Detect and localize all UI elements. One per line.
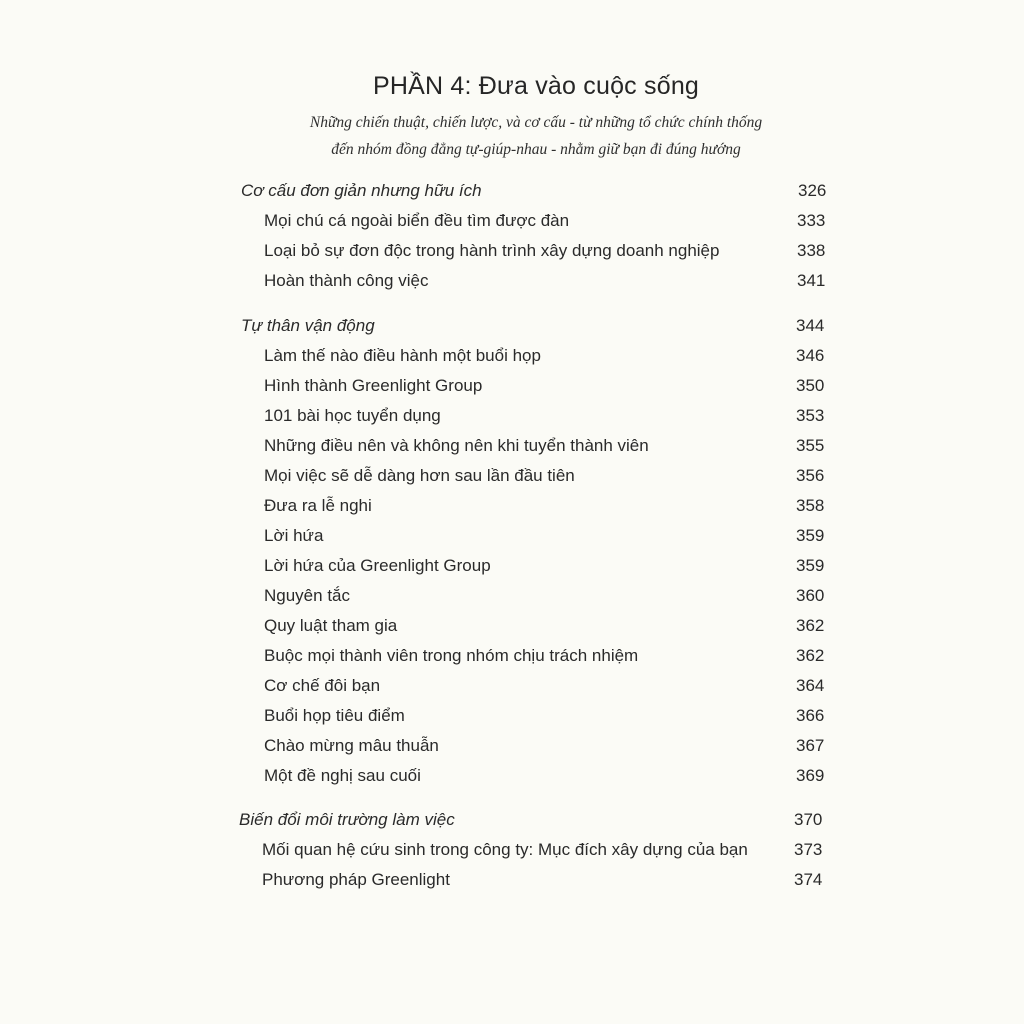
toc-entry-label: Đưa ra lễ nghi <box>264 496 372 515</box>
toc-entry-label: Lời hứa <box>264 526 324 545</box>
toc-entry-label: Hình thành Greenlight Group <box>264 376 483 395</box>
toc-page-number: 373 <box>794 840 823 859</box>
toc-entry-label: Hoàn thành công việc <box>264 271 429 290</box>
toc-page-number: 362 <box>796 616 825 635</box>
toc-entry-label: Nguyên tắc <box>264 586 350 605</box>
toc-entry-label: Quy luật tham gia <box>264 616 398 635</box>
toc-page-number: 360 <box>796 586 825 605</box>
toc-page-number: 346 <box>796 346 825 365</box>
toc-entry-label: 101 bài học tuyển dụng <box>264 406 441 425</box>
toc-page-number: 350 <box>796 376 825 395</box>
toc-page-number: 358 <box>796 496 825 515</box>
toc-entry-label: Cơ chế đôi bạn <box>264 676 381 695</box>
toc-entry-label: Buộc mọi thành viên trong nhóm chịu trách nhiệm <box>264 646 639 665</box>
toc-page-number: 326 <box>798 181 827 200</box>
toc-entry-label: Mọi việc sẽ dễ dàng hơn sau lần đầu tiên <box>264 466 575 485</box>
toc-page-number: 374 <box>794 870 823 889</box>
toc-entry-label: Loại bỏ sự đơn độc trong hành trình xây dựng doanh nghiệp <box>264 241 720 260</box>
toc-entry-label: Một đề nghị sau cuối <box>264 766 421 785</box>
toc-page-number: 362 <box>796 646 825 665</box>
part-subtitle-line-1: Những chiến thuật, chiến lược, và cơ cấu - từ những tổ chức chính thống <box>309 114 763 131</box>
toc-page-number: 333 <box>797 211 826 230</box>
toc-page-number: 341 <box>797 271 826 290</box>
toc-page-number: 359 <box>796 556 825 575</box>
toc-section-title: Biến đổi môi trường làm việc <box>239 810 455 829</box>
toc-page-number: 338 <box>797 241 826 260</box>
toc-page-number: 359 <box>796 526 825 545</box>
part-title: PHẦN 4: Đưa vào cuộc sống <box>372 72 700 100</box>
toc-page-number: 355 <box>796 436 825 455</box>
toc-entry-label: Phương pháp Greenlight <box>262 870 450 889</box>
toc-page-number: 356 <box>796 466 825 485</box>
toc-entry-label: Làm thế nào điều hành một buổi họp <box>264 346 541 365</box>
toc-entry-label: Những điều nên và không nên khi tuyển thành viên <box>264 436 649 455</box>
part-subtitle-line-2: đến nhóm đồng đẳng tự-giúp-nhau - nhằm giữ bạn đi đúng hướng <box>331 141 741 158</box>
toc-page-number: 369 <box>796 766 825 785</box>
toc-page-number: 366 <box>796 706 825 725</box>
toc-entry-label: Mối quan hệ cứu sinh trong công ty: Mục đích xây dựng của bạn <box>262 840 748 859</box>
toc-page-number: 353 <box>796 406 825 425</box>
toc-entry-label: Mọi chú cá ngoài biển đều tìm được đàn <box>264 211 570 230</box>
toc-section-title: Tự thân vận động <box>241 316 375 335</box>
toc-entry-label: Chào mừng mâu thuẫn <box>264 736 439 755</box>
toc-entry-label: Lời hứa của Greenlight Group <box>264 556 491 575</box>
toc-page-number: 344 <box>796 316 825 335</box>
toc-page-number: 364 <box>796 676 825 695</box>
toc-page-number: 370 <box>794 810 823 829</box>
toc-section-title: Cơ cấu đơn giản nhưng hữu ích <box>241 181 482 200</box>
toc-entry-label: Buổi họp tiêu điểm <box>264 706 405 725</box>
toc-page-number: 367 <box>796 736 825 755</box>
